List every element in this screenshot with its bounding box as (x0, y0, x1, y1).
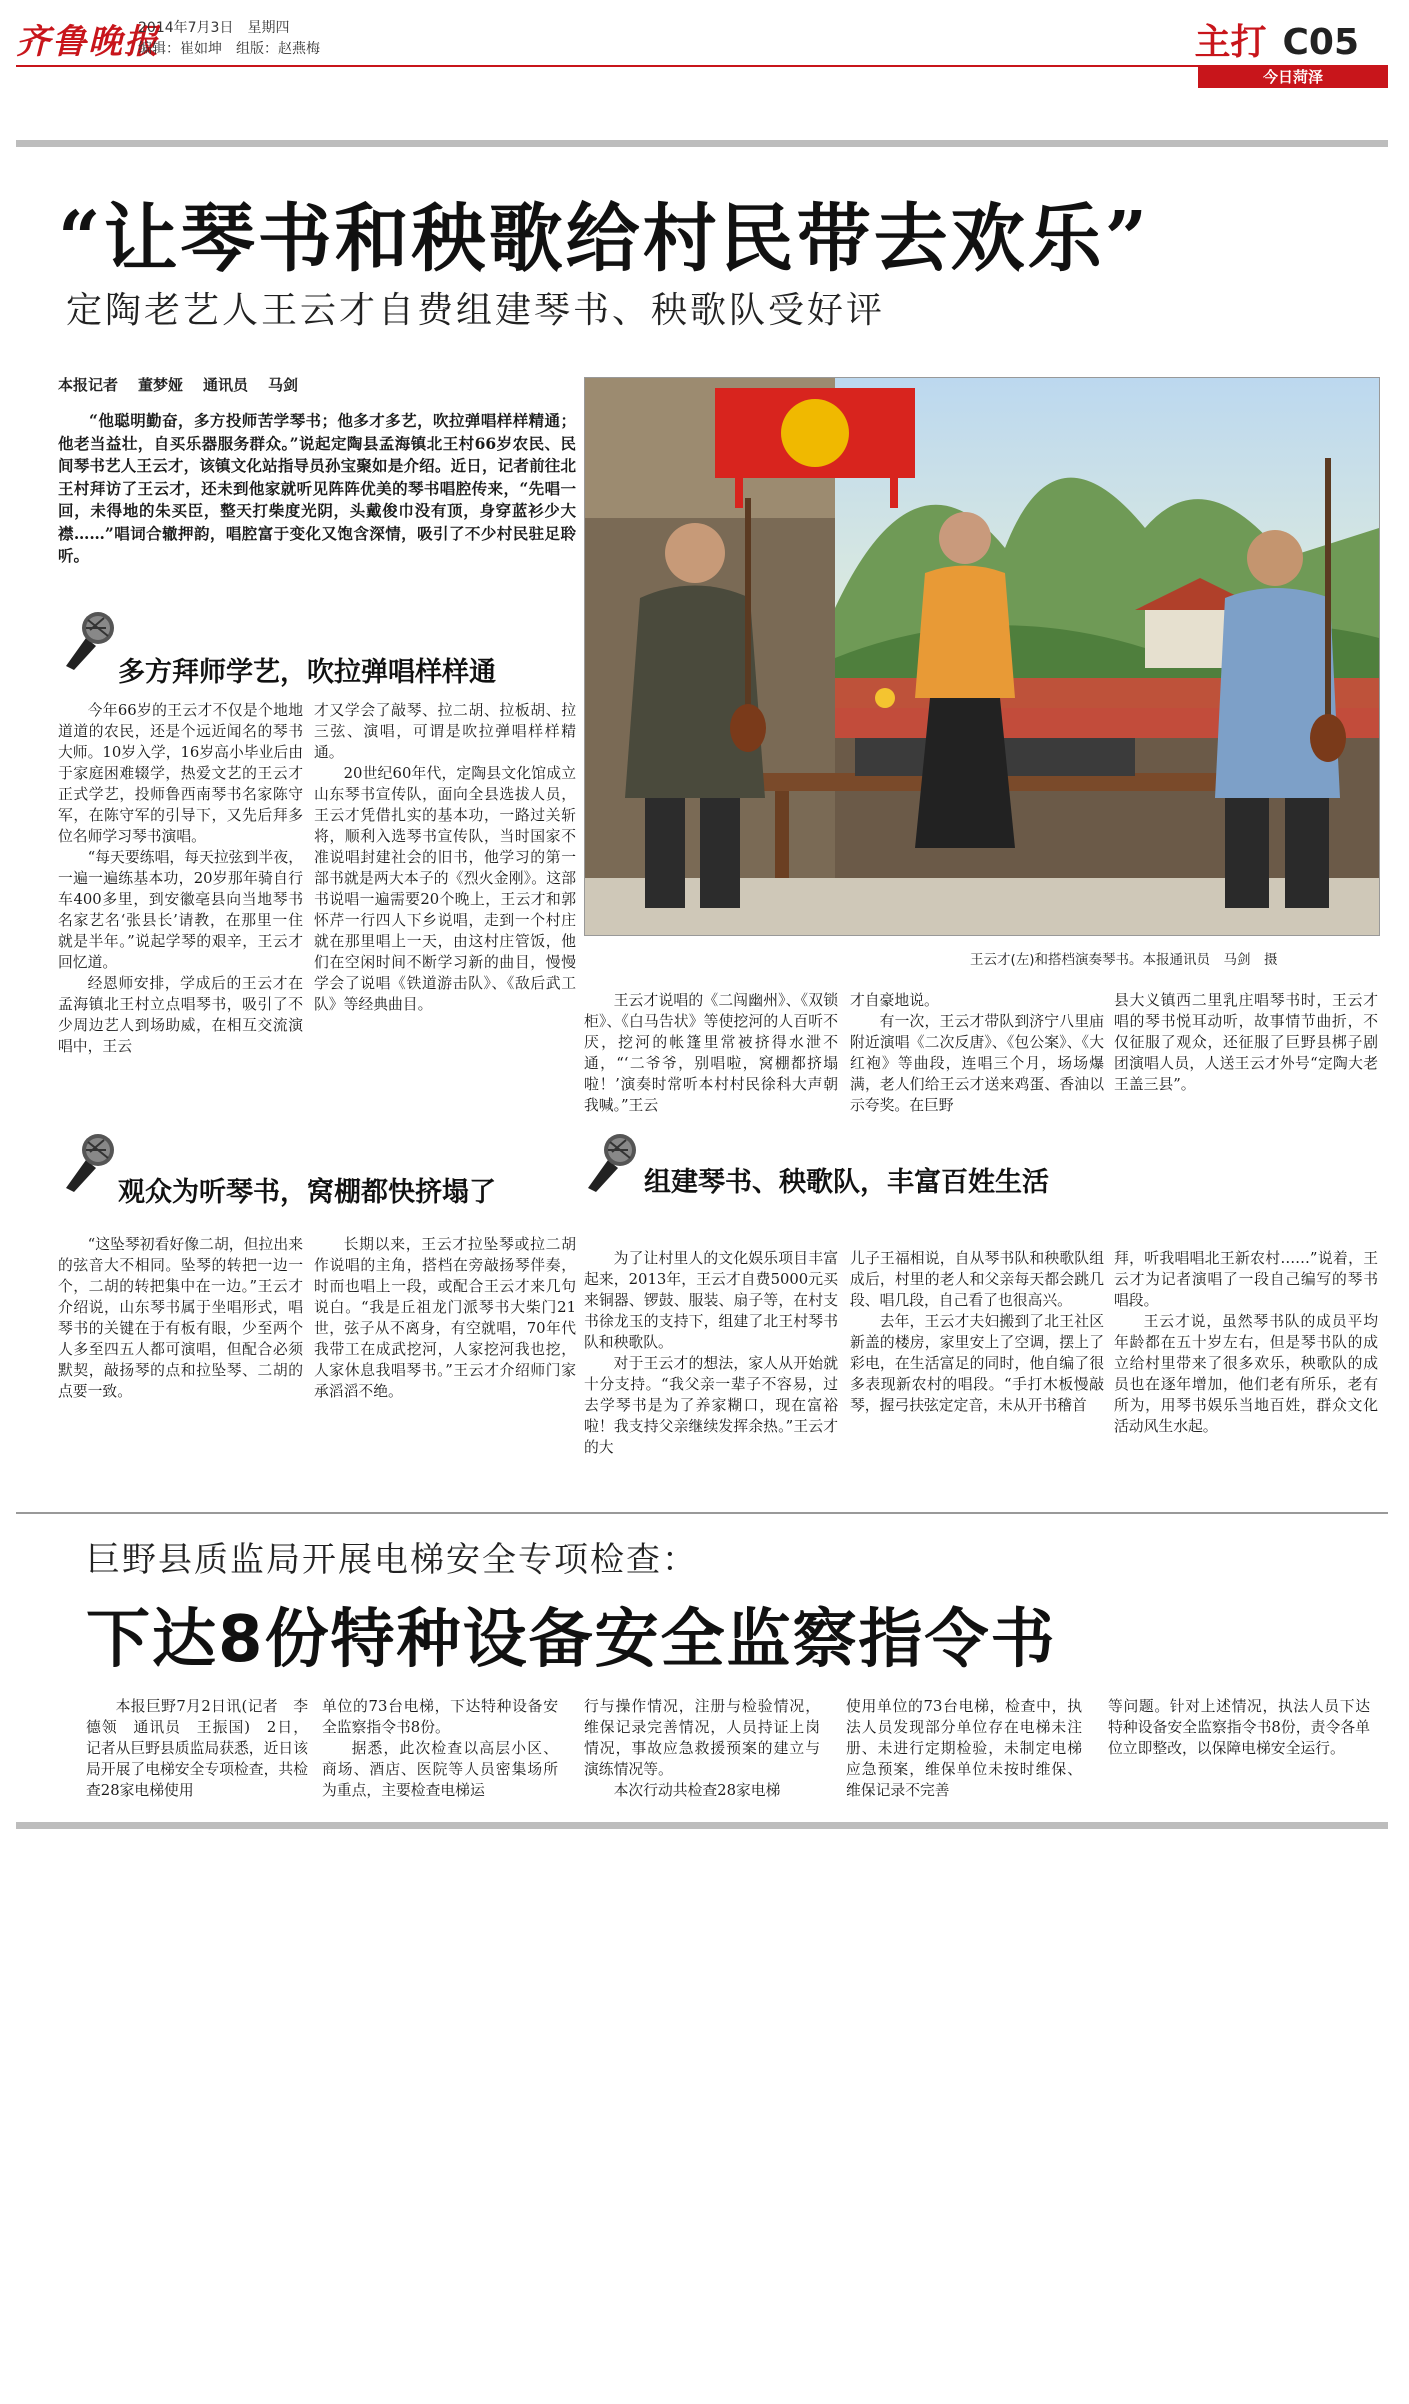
newspaper-logo: 齐鲁晚报 (16, 22, 160, 62)
article-divider (16, 1512, 1388, 1514)
byline-correspondent-name: 马剑 (268, 376, 299, 394)
paragraph: 长期以来，王云才拉坠琴或拉二胡作说唱的主角，搭档在旁敲扬琴伴奏，时而也唱上一段，或配合王云才来几句说白。“我是丘祖龙门派琴书大柴门21世，弦子从不离身，有空就唱，70年代我带工在成武挖河，人家挖河我也挖，人家休息我唱琴书。”王云才介绍师门家承滔滔不绝。 (314, 1236, 576, 1400)
byline-reporter-name: 董梦娅 (138, 376, 184, 394)
paragraph: 为了让村里人的文化娱乐项目丰富起来，2013年，王云才自费5000元买来铜器、锣鼓、服装、扇子等，在村支书徐龙玉的支持下，组建了北王村琴书队和秧歌队。 (584, 1250, 838, 1351)
section1-column-4 (850, 990, 1104, 1116)
paragraph: 20世纪60年代，定陶县文化馆成立山东琴书宣传队，面向全县选拔人员，王云才凭借扎实的基本功，一路过关斩将，顺利入选琴书宣传队，当时国家不准说唱封建社会的旧书，他学习的第一部书就是两大本子的《烈火金刚》。这部书说唱一遍需要20个晚上，王云才和郭怀芹一行四人下乡说唱，走到一个村庄就在那里唱上一天，由这村庄管饭，他们在空闲时间不断学习新的曲目，慢慢学会了说唱《铁道游击队》、《敌后武工队》等经典曲目。 (314, 765, 576, 1013)
paragraph: “每天要练唱，每天拉弦到半夜，一遍一遍练基本功，20岁那年骑自行车400多里，到安徽亳县向当地琴书名家艺名‘张县长’请教，在那里一住就是半年。”说起学琴的艰辛，王云才回忆道。 (58, 849, 303, 971)
article-headline: “让琴书和秧歌给村民带去欢乐” (58, 196, 1151, 282)
paragraph: 使用单位的73台电梯，检查中，执法人员发现部分单位存在电梯未注册、未进行定期检验，未制定电梯应急预案，维保单位未按时维保、维保记录不完善 (846, 1698, 1082, 1799)
paragraph: 本报巨野7月2日讯(记者 李德领 通讯员 王振国) 2日，记者从巨野县质监局获悉，近日该局开展了电梯安全专项检查，共检查28家电梯使用 (86, 1698, 308, 1799)
section-heading-3: 组建琴书、秧歌队，丰富百姓生活 (644, 1167, 1049, 1198)
paragraph: 今年66岁的王云才不仅是个地地道道的农民，还是个远近闻名的琴书大师。10岁入学，16岁高小毕业后由于家庭困难辍学，热爱文艺的王云才正式学艺，投师鲁西南琴书名家陈守军，在陈守军的引导下，又先后拜多位名师学习琴书演唱。 (58, 702, 303, 845)
section-divider (16, 140, 1388, 147)
microphone-icon (56, 1130, 120, 1194)
section1-column-2 (314, 700, 576, 1015)
paragraph: 王云才说，虽然琴书队的成员平均年龄都在五十岁左右，但是琴书队的成立给村里带来了很多欢乐，秧歌队的成员也在逐年增加，他们老有所乐，老有所为，用琴书娱乐当地百姓，群众文化活动风生水起。 (1114, 1313, 1378, 1435)
paragraph: 儿子王福相说，自从琴书队和秧歌队组成后，村里的老人和父亲每天都会跳几段、唱几段，自己看了也很高兴。 (850, 1250, 1104, 1309)
paragraph: 县大义镇西二里乳庄唱琴书时，王云才唱的琴书悦耳动听，故事情节曲折，不仅征服了观众，还征服了巨野县梆子剧团演唱人员，人送王云才外号“定陶大老王盖三县”。 (1114, 992, 1378, 1093)
paragraph: 经恩师安排，学成后的王云才在孟海镇北王村立点唱琴书，吸引了不少周边艺人到场助威，在相互交流演唱中，王云 (58, 975, 303, 1055)
section1-column-1 (58, 700, 303, 1057)
paragraph: 有一次，王云才带队到济宁八里庙附近演唱《二次反唐》、《包公案》、《大红袍》等曲段，连唱三个月，场场爆满，老人们给王云才送来鸡蛋、香油以示夸奖。在巨野 (850, 1013, 1104, 1114)
byline-role-reporter: 本报记者 (58, 376, 119, 394)
paragraph: 才又学会了敲琴、拉二胡、拉板胡、拉三弦、演唱，可谓是吹拉弹唱样样精通。 (314, 702, 576, 761)
paragraph: 本次行动共检查28家电梯 (613, 1782, 781, 1799)
issue-info (138, 18, 334, 60)
paragraph: 等问题。针对上述情况，执法人员下达特种设备安全监察指令书8份，责令各单位立即整改，以保障电梯安全运行。 (1108, 1698, 1370, 1757)
paragraph: 才自豪地说。 (850, 992, 939, 1009)
page-number: C05 (1282, 22, 1359, 63)
paragraph: 单位的73台电梯，下达特种设备安全监察指令书8份。 (322, 1698, 558, 1736)
issue-date: 2014年7月3日 (138, 20, 234, 36)
article2-kicker: 巨野县质监局开展电梯安全专项检查： (86, 1540, 698, 1580)
section1-column-3 (584, 990, 838, 1116)
article-photo (584, 377, 1380, 936)
section3-column-1 (584, 1248, 838, 1458)
masthead-rule (16, 65, 1388, 67)
section-heading-2: 观众为听琴书，窝棚都快挤塌了 (118, 1177, 496, 1208)
layout-credit: 组版：赵燕梅 (236, 41, 320, 57)
photo-illustration (585, 378, 1379, 935)
photo-caption: 王云才(左)和搭档演奏琴书。本报通讯员 马剑 摄 (970, 952, 1278, 968)
section-header (1194, 14, 1359, 65)
article-byline (58, 374, 318, 395)
article2-column-1 (86, 1696, 308, 1801)
article2-headline: 下达8份特种设备安全监察指令书 (86, 1603, 1057, 1677)
paragraph: 据悉，此次检查以高层小区、商场、酒店、医院等人员密集场所为重点，主要检查电梯运 (322, 1740, 558, 1799)
editor-credit: 编辑：崔如坤 (138, 41, 222, 57)
paragraph: 对于王云才的想法，家人从开始就十分支持。“我父亲一辈子不容易，过去学琴书是为了养家糊口，现在富裕啦！我支持父亲继续发挥余热。”王云才的大 (584, 1355, 838, 1456)
paragraph: “这坠琴初看好像二胡，但拉出来的弦音大不相同。坠琴的转把一边一个，二胡的转把集中在一边。”王云才介绍说，山东琴书属于坐唱形式，唱琴书的关键在于有板有眼，少至两个人多至四五人都可演唱，但配合必须默契，敲扬琴的点和拉坠琴、二胡的点要一致。 (58, 1236, 303, 1400)
microphone-icon (56, 608, 120, 672)
section1-column-5 (1114, 990, 1378, 1095)
microphone-icon (578, 1130, 642, 1194)
edition-tag: 今日菏泽 (1198, 66, 1388, 88)
section3-column-2 (850, 1248, 1104, 1416)
section2-column-2 (314, 1234, 576, 1402)
article2-column-4 (846, 1696, 1082, 1801)
issue-weekday: 星期四 (247, 20, 290, 36)
section3-column-3 (1114, 1248, 1378, 1437)
paragraph: 王云才说唱的《二闯幽州》、《双锁柜》、《白马告状》等使挖河的人百听不厌，挖河的帐篷里常被挤得水泄不通，“‘二爷爷，别唱啦，窝棚都挤塌啦！’演奏时常听本村村民徐科大声朝我喊。”王云 (584, 992, 838, 1114)
intro-paragraph: “他聪明勤奋，多方投师苦学琴书；他多才多艺，吹拉弹唱样样精通；他老当益壮，自买乐器服务群众。”说起定陶县孟海镇北王村66岁农民、民间琴书艺人王云才，该镇文化站指导员孙宝聚如是介绍。近日，记者前往北王村拜访了王云才，还未到他家就听见阵阵优美的琴书唱腔传来，“先唱一回，未得地的朱买臣，整天打柴度光阴，头戴俊巾没有顶，身穿蓝衫少大襟……”唱词合辙押韵，唱腔富于变化又饱含深情，吸引了不少村民驻足聆听。 (58, 411, 576, 565)
page-bottom-divider (16, 1822, 1388, 1829)
section-heading-1: 多方拜师学艺，吹拉弹唱样样通 (118, 657, 496, 688)
paragraph: 拜，听我唱唱北王新农村……”说着，王云才为记者演唱了一段自己编写的琴书唱段。 (1114, 1250, 1378, 1309)
paragraph: 行与操作情况，注册与检验情况，维保记录完善情况，人员持证上岗情况，事故应急救援预案的建立与演练情况等。 (584, 1698, 820, 1778)
article-intro (58, 410, 576, 568)
section2-column-1 (58, 1234, 303, 1402)
article2-column-3 (584, 1696, 820, 1801)
article2-column-2 (322, 1696, 558, 1801)
paragraph: 去年，王云才夫妇搬到了北王社区新盖的楼房，家里安上了空调，摆上了彩电，在生活富足的同时，他自编了很多表现新农村的唱段。“手打木板慢敲琴，握弓扶弦定定音，未从开书稽首 (850, 1313, 1104, 1414)
byline-role-correspondent: 通讯员 (203, 376, 249, 394)
article2-column-5 (1108, 1696, 1370, 1759)
section-name: 主打 (1194, 22, 1267, 63)
article-subheadline: 定陶老艺人王云才自费组建琴书、秧歌队受好评 (66, 290, 886, 331)
